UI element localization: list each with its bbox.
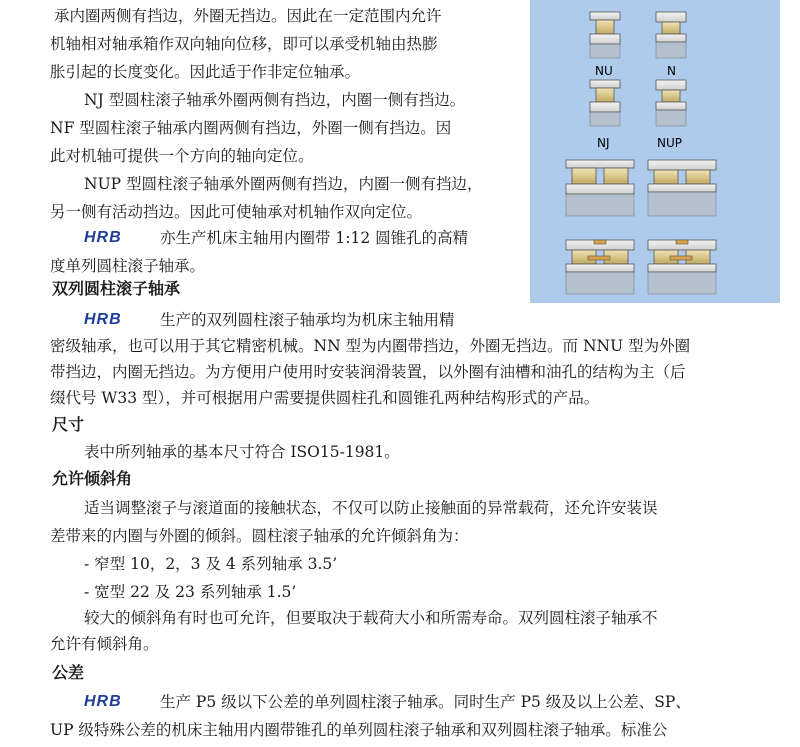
svg-text:HRB: HRB bbox=[84, 229, 122, 244]
label-n: N bbox=[667, 64, 676, 78]
double-row-line-3: 带挡边，内圈无挡边。为方便用户使用时安装润滑装置，以外圈有油槽和油孔的结构为主（后 bbox=[50, 363, 686, 381]
intro-line-1: 承内圈两侧有挡边，外圈无挡边。因此在一定范围内允许 bbox=[54, 7, 442, 25]
double-row-line-1 bbox=[84, 306, 455, 334]
double-row-line-1-text: 生产的双列圆柱滚子轴承均为机床主轴用精 bbox=[160, 311, 455, 329]
hrb-logo bbox=[84, 229, 154, 244]
label-nup: NUP bbox=[657, 136, 682, 150]
nn-w33-bearing-icon bbox=[566, 240, 634, 294]
svg-text:HRB: HRB bbox=[84, 693, 122, 708]
tilt-line-5: 较大的倾斜角有时也可允许，但要取决于载荷大小和所需寿命。双列圆柱滚子轴承不 bbox=[84, 609, 658, 627]
size-line-1: 表中所列轴承的基本尺寸符合 ISO15-1981。 bbox=[84, 443, 400, 461]
tilt-line-3: - 窄型 10，2，3 及 4 系列轴承 3.5’ bbox=[84, 555, 338, 573]
bearing-types-figure bbox=[530, 0, 780, 303]
tolerance-line-1-text: 生产 P5 级以下公差的单列圆柱滚子轴承。同时生产 P5 级及以上公差、SP、 bbox=[160, 693, 691, 711]
tilt-line-6: 允许有倾斜角。 bbox=[50, 635, 159, 653]
label-nu: NU bbox=[595, 64, 613, 78]
hrb-logo bbox=[84, 311, 154, 326]
tolerance-line-2: UP 级特殊公差的机床主轴用内圈带锥孔的单列圆柱滚子轴承和双列圆柱滚子轴承。标准公 bbox=[50, 721, 668, 739]
nup-line-1: NUP 型圆柱滚子轴承外圈两侧有挡边，内圈一侧有挡边， bbox=[84, 175, 483, 193]
svg-text:HRB: HRB bbox=[84, 311, 122, 326]
nj-line-1: NJ 型圆柱滚子轴承外圈两侧有挡边，内圈一侧有挡边。 bbox=[84, 91, 466, 109]
hrb-line-1 bbox=[84, 224, 468, 252]
nnu-bearing-icon bbox=[648, 160, 716, 216]
tolerance-line-1 bbox=[84, 688, 691, 716]
tilt-line-2: 差带来的内圈与外圈的倾斜。圆柱滚子轴承的允许倾斜角为： bbox=[50, 527, 469, 545]
bearing-diagram bbox=[530, 0, 780, 303]
double-row-line-2: 密级轴承，也可以用于其它精密机械。NN 型为内圈带挡边，外圈无挡边。而 NNU 型为外圈 bbox=[50, 337, 691, 355]
intro-line-3: 胀引起的长度变化。因此适于作非定位轴承。 bbox=[50, 63, 361, 81]
double-row-line-4: 缀代号 W33 型），并可根据用户需要提供圆柱孔和圆锥孔两种结构形式的产品。 bbox=[50, 389, 600, 407]
heading-tilt: 允许倾斜角 bbox=[52, 469, 133, 488]
nf-line-2: 此对机轴可提供一个方向的轴向定位。 bbox=[50, 147, 314, 165]
nj-bearing-icon bbox=[590, 80, 620, 126]
tilt-line-4: - 宽型 22 及 23 系列轴承 1.5’ bbox=[84, 583, 297, 601]
heading-size: 尺寸 bbox=[52, 415, 85, 434]
n-bearing-icon bbox=[656, 12, 686, 58]
nup-line-2: 另一侧有活动挡边。因此可使轴承对机轴作双向定位。 bbox=[50, 203, 423, 221]
nf-line-1: NF 型圆柱滚子轴承内圈两侧有挡边，外圈一侧有挡边。因 bbox=[50, 119, 452, 137]
hrb-logo bbox=[84, 693, 154, 708]
nu-bearing-icon bbox=[590, 12, 620, 58]
hrb-line-2: 度单列圆柱滚子轴承。 bbox=[50, 257, 206, 275]
nup-bearing-icon bbox=[656, 80, 686, 126]
intro-line-2: 机轴相对轴承箱作双向轴向位移，即可以承受机轴由热膨 bbox=[50, 35, 438, 53]
heading-double-row: 双列圆柱滚子轴承 bbox=[52, 279, 181, 298]
label-nj: NJ bbox=[597, 136, 610, 150]
hrb-line-1-text: 亦生产机床主轴用内圈带 1:12 圆锥孔的高精 bbox=[160, 229, 469, 247]
nn-bearing-icon bbox=[566, 160, 634, 216]
nnu-w33-bearing-icon bbox=[648, 240, 716, 294]
heading-tolerance: 公差 bbox=[52, 663, 85, 682]
tilt-line-1: 适当调整滚子与滚道面的接触状态，不仅可以防止接触面的异常载荷，还允许安装误 bbox=[84, 499, 658, 517]
